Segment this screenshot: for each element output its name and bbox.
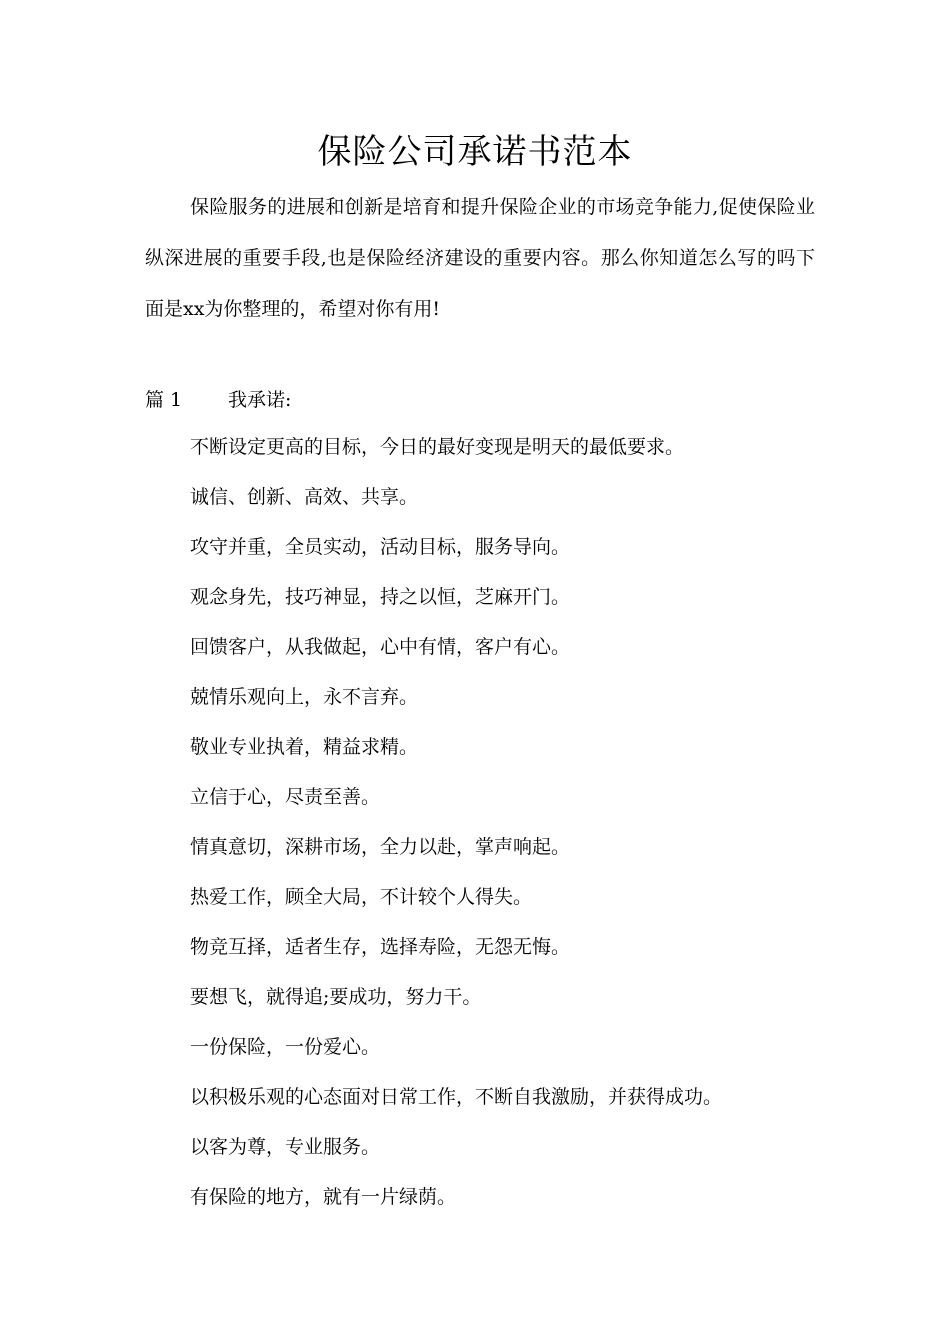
intro-paragraph: 保险服务的进展和创新是培育和提升保险企业的市场竞争能力,促使保险业纵深进展的重要手段,也是保险经济建设的重要内容。那么你知道怎么写的吗下面是xx为你整理的，希望对你有用! bbox=[145, 196, 815, 320]
list-item: 兢情乐观向上，永不言弃。 bbox=[190, 686, 419, 708]
list-item: 不断设定更高的目标，今日的最好变现是明天的最低要求。 bbox=[190, 436, 685, 458]
list-item: 诚信、创新、高效、共享。 bbox=[190, 486, 419, 508]
list-item: 以客为尊，专业服务。 bbox=[190, 1136, 381, 1158]
list-item: 要想飞，就得追;要成功，努力干。 bbox=[190, 986, 482, 1008]
list-item: 热爱工作，顾全大局，不计较个人得失。 bbox=[190, 886, 533, 908]
list-item: 回馈客户，从我做起，心中有情，客户有心。 bbox=[190, 636, 571, 658]
document-title: 保险公司承诺书范本 bbox=[317, 132, 633, 172]
section-heading: 我承诺: bbox=[228, 389, 292, 411]
list-item: 一份保险，一份爱心。 bbox=[190, 1036, 381, 1058]
list-item: 敬业专业执着，精益求精。 bbox=[190, 736, 419, 758]
section-header bbox=[145, 380, 815, 420]
list-item: 情真意切，深耕市场，全力以赴，掌声响起。 bbox=[190, 836, 571, 858]
list-item: 以积极乐观的心态面对日常工作，不断自我激励，并获得成功。 bbox=[190, 1086, 723, 1108]
section-number: 篇 1 bbox=[145, 389, 183, 411]
list-item: 观念身先，技巧神显，持之以恒，芝麻开门。 bbox=[190, 586, 571, 608]
list-item: 攻守并重，全员实动，活动目标，服务导向。 bbox=[190, 536, 571, 558]
commitment-list bbox=[190, 425, 840, 1225]
list-item: 物竞互择，适者生存，选择寿险，无怨无悔。 bbox=[190, 936, 571, 958]
list-item: 有保险的地方，就有一片绿荫。 bbox=[190, 1186, 457, 1208]
list-item: 立信于心，尽责至善。 bbox=[190, 786, 381, 808]
